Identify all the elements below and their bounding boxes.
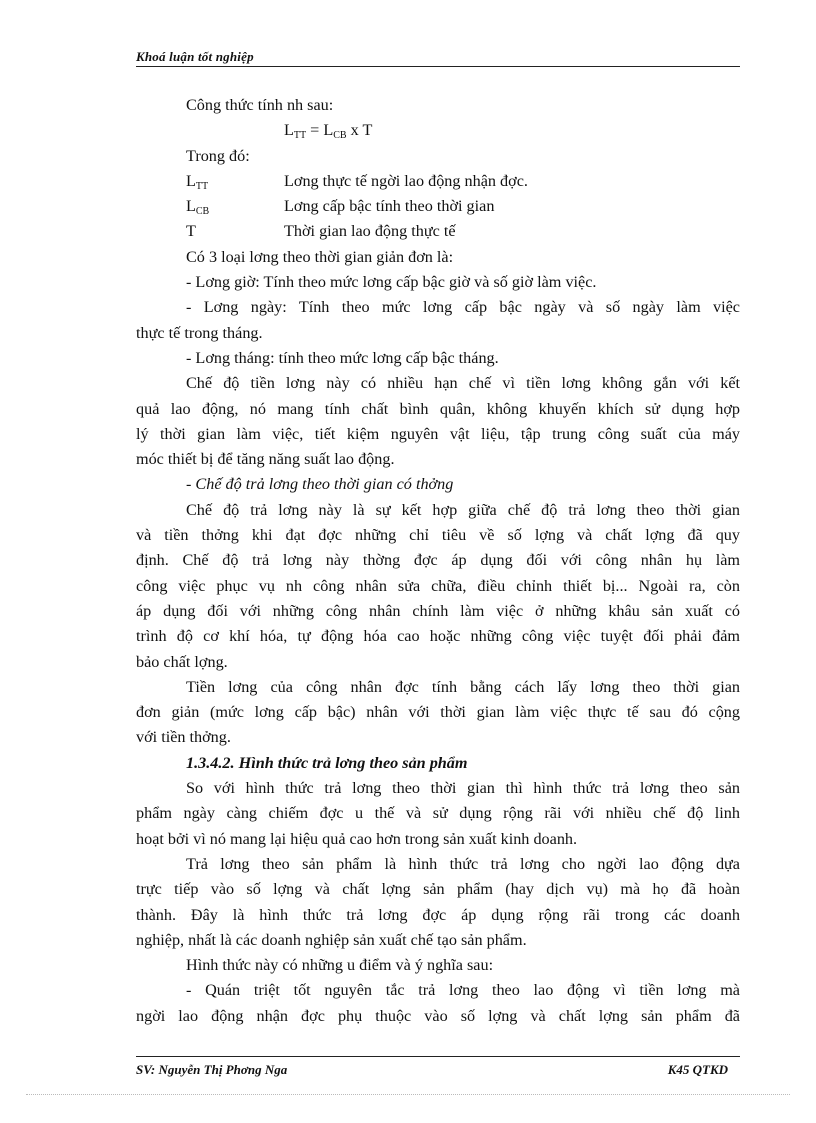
paragraph-line: - Quán triệt tốt nguyên tắc trả lơng theo lao động vì tiền lơng mà <box>186 981 740 1000</box>
subheading-line: - Chế độ trả lơng theo thời gian có thởng <box>186 475 454 494</box>
header-title: Khoá luận tốt nghiệp <box>136 49 254 64</box>
paragraph-line: thành. Đây là hình thức trả lơng đợc áp dụng rộng rãi trong các doanh <box>136 905 740 924</box>
page-header <box>136 48 740 67</box>
paragraph-line: hoạt bởi vì nó mang lại hiệu quả cao hơn trong sản xuất kinh doanh. <box>136 829 578 848</box>
paragraph-line: trình độ cơ khí hóa, tự động hóa cao hoặc những công việc tuyệt đối phải đảm <box>136 627 740 646</box>
page-edge-divider <box>26 1094 790 1095</box>
paragraph-line: - Lơng tháng: tính theo mức lơng cấp bậc tháng. <box>186 348 499 367</box>
paragraph-line: So với hình thức trả lơng theo thời gian thì hình thức trả lơng theo sản <box>186 779 740 798</box>
paragraph-line: với tiền thởng. <box>136 728 231 747</box>
paragraph-line: Chế độ tiền lơng này có nhiều hạn chế vì tiền lơng không gắn với kết <box>186 374 740 393</box>
paragraph-line: đơn giản (mức lơng cấp bậc) nhân với thời gian làm việc thực tế sau đó cộng <box>136 703 740 722</box>
paragraph-line: định. Chế độ trả lơng này thờng đợc áp dụng đối với công nhân hụ làm <box>136 551 740 570</box>
definition-row: LTT Lơng thực tế ngời lao động nhận đợc. <box>186 171 528 192</box>
paragraph-line: lý thời gian làm việc, tiết kiệm nguyên vật liệu, tập trung công suất của máy <box>136 424 740 443</box>
paragraph-line: ngời lao động nhận đợc phụ thuộc vào số lợng và chất lợng sản phẩm đã <box>136 1006 740 1025</box>
paragraph-line: Có 3 loại lơng theo thời gian giản đơn là: <box>186 247 454 266</box>
definition-row: LCB Lơng cấp bậc tính theo thời gian <box>186 197 495 218</box>
formula-line: LTT = LCB x T <box>284 121 373 142</box>
paragraph-line: áp dụng đối với những công nhân chính làm việc ở những khâu sản xuất có <box>136 601 740 620</box>
document-body <box>136 93 740 1029</box>
paragraph-line: phẩm ngày càng chiếm đợc u thế và sử dụng rộng rãi với nhiều chế độ linh <box>136 804 740 823</box>
paragraph-line: - Lơng ngày: Tính theo mức lơng cấp bậc ngày và số ngày làm việc <box>186 298 740 317</box>
paragraph-line: Chế độ trả lơng này là sự kết hợp giữa chế độ trả lơng theo thời gian <box>186 500 740 519</box>
paragraph-line: quả lao động, nó mang tính chất bình quân, không khuyến khích sử dụng hợp <box>136 399 740 418</box>
paragraph-line: bảo chất lợng. <box>136 652 228 671</box>
paragraph-line: Công thức tính nh sau: <box>186 96 334 114</box>
paragraph-line: thực tế trong tháng. <box>136 323 263 342</box>
paragraph-line: Hình thức này có những u điểm và ý nghĩa sau: <box>186 956 494 975</box>
paragraph-line: trực tiếp vào số lợng và chất lợng sản phẩm (hay dịch vụ) mà họ đã hoàn <box>136 880 740 899</box>
paragraph-line: - Lơng giờ: Tính theo mức lơng cấp bậc giờ và số giờ làm việc. <box>186 273 597 292</box>
paragraph-line: nghiệp, nhất là các doanh nghiệp sản xuất chế tạo sản phẩm. <box>136 930 527 949</box>
paragraph-line: Trả lơng theo sản phẩm là hình thức trả lơng cho ngời lao động dựa <box>186 854 740 873</box>
footer-class: K45 QTKD <box>667 1062 728 1077</box>
paragraph-line: móc thiết bị để tăng năng suất lao động. <box>136 450 395 469</box>
footer-author: SV: Nguyễn Thị Phơng Nga <box>136 1062 288 1077</box>
page-footer <box>136 1056 740 1077</box>
section-heading: 1.3.4.2. Hình thức trả lơng theo sản phẩm <box>186 753 468 772</box>
paragraph-line: Tiền lơng của công nhân đợc tính bằng cách lấy lơng theo thời gian <box>186 677 740 696</box>
paragraph-line: Trong đó: <box>186 146 250 165</box>
paragraph-line: và tiền thởng khi đạt đợc những chỉ tiêu về số lợng và chất lợng đã quy <box>136 526 740 545</box>
paragraph-line: công việc phục vụ nh công nhân sửa chữa, điều chỉnh thiết bị... Ngoài ra, còn <box>136 576 740 595</box>
definition-row: T Thời gian lao động thực tế <box>186 222 456 241</box>
